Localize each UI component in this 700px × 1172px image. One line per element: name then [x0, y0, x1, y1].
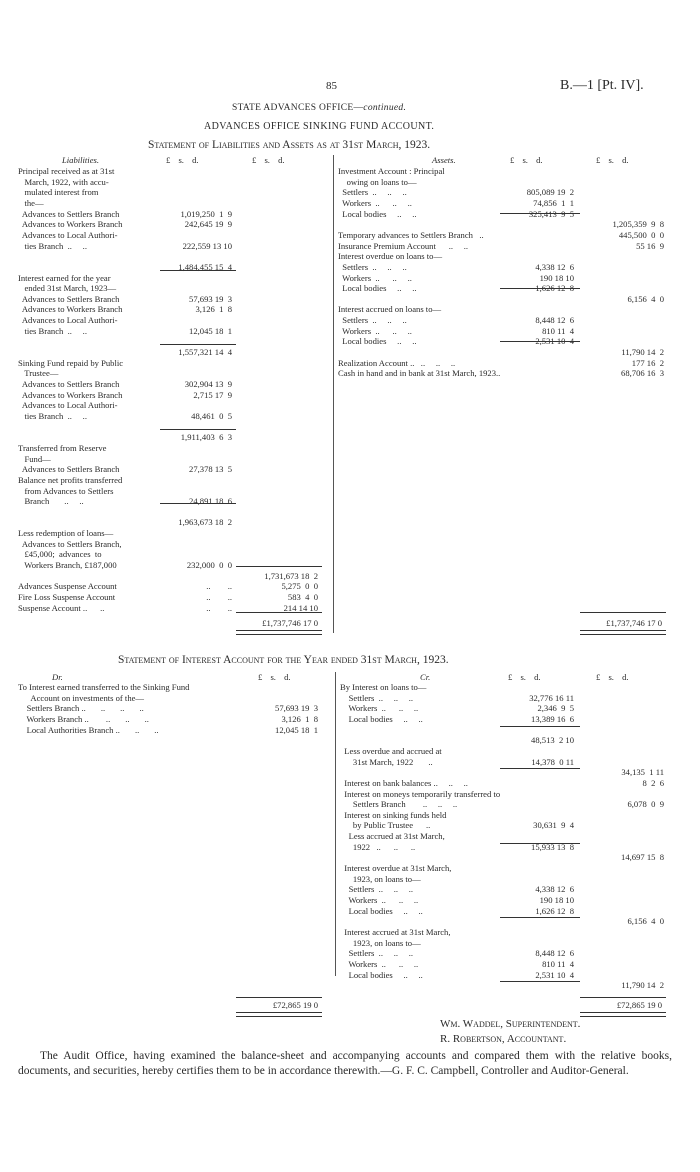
cr-row-text: Settlers .. .. ..	[340, 884, 414, 895]
liability-row-text: the—	[18, 197, 44, 208]
liability-row-amount: 1,019,250 1 9	[180, 208, 232, 219]
cr-row-total: 6,078 0 9	[627, 799, 664, 810]
liability-row-amount: 57,693 19 3	[189, 293, 232, 304]
asset-row-text: Workers .. .. ..	[338, 197, 412, 208]
liability-row-text: Fund—	[18, 453, 51, 464]
cr-row-total: 8 2 6	[642, 777, 664, 788]
asset-col1-heading: £ s. d.	[510, 155, 543, 165]
signature-superintendent: Wm. Waddel, Superintendent.	[440, 1018, 581, 1030]
liab-col1-heading: £ s. d.	[166, 155, 199, 165]
asset-row-text: Workers .. .. ..	[338, 325, 412, 336]
cr-row-text: Local bodies .. ..	[340, 969, 423, 980]
liab-rule	[160, 344, 236, 345]
liability-row-amount: 24,891 18 6	[189, 496, 232, 507]
liability-row-amount: .. ..	[206, 602, 232, 613]
asset-row-text: owing on loans to—	[338, 176, 417, 187]
asset-row-text: Local bodies .. ..	[338, 336, 417, 347]
asset-row-total: 177 16 2	[631, 357, 664, 368]
dr-col-heading: £ s. d.	[258, 672, 291, 682]
asset-row-text: Settlers .. .. ..	[338, 315, 407, 326]
cr-row-amount: 32,776 16 11	[529, 692, 574, 703]
cr-row-total: 34,135 1 11	[621, 767, 664, 778]
liability-row-text: £45,000; advances to	[18, 549, 102, 560]
liability-row-text: Advances to Settlers Branch	[18, 208, 120, 219]
liability-row-total: 583 4 0	[287, 592, 318, 602]
liability-row-amount: 48,461 0 5	[191, 410, 232, 421]
liability-row-amount: 27,378 13 5	[189, 464, 232, 475]
asset-row-amount: 1,626 12 8	[535, 283, 574, 294]
cr-total: £72,865 19 0	[616, 1000, 662, 1010]
liability-row-total: 5,275 0 0	[281, 581, 318, 592]
asset-rule	[500, 341, 580, 342]
cr-rule	[500, 726, 580, 727]
cr-row-amount: 30,631 9 4	[533, 820, 574, 831]
cr-row-amount: 810 11 4	[542, 958, 574, 969]
dr-total-double-rule	[236, 1012, 322, 1017]
interest-statement-title: Statement of Interest Account for the Year ended 31st March, 1923.	[118, 654, 449, 666]
cr-rule	[500, 843, 580, 844]
signature-accountant: R. Robertson, Accountant.	[440, 1033, 567, 1045]
dr-row-amount: 57,693 19 3	[275, 703, 318, 714]
liability-row-amount: 242,645 19 9	[184, 219, 232, 230]
asset-row-text: Workers .. .. ..	[338, 272, 412, 283]
cr-row-text: Interest overdue at 31st March,	[340, 863, 452, 874]
cr-row-text: 31st March, 1922 ..	[340, 756, 433, 767]
asset-row-amount: 8,448 12 6	[535, 315, 574, 326]
office-name: STATE ADVANCES OFFICE—	[232, 103, 364, 113]
asset-row-amount: 4,338 12 6	[535, 261, 574, 272]
liability-row-text: Balance net profits transferred	[18, 474, 123, 485]
cr-row-total: 11,790 14 2	[621, 980, 664, 991]
liability-row-text: Transferred from Reserve	[18, 442, 107, 453]
cr-row-text: Interest on sinking funds held	[340, 809, 447, 820]
assets-total: £1,737,746 17 0	[606, 618, 662, 628]
balance-divider	[333, 155, 334, 633]
liability-row-amount: 232,000 0 0	[186, 560, 232, 571]
asset-row-amount: 74,856 1 1	[533, 197, 574, 208]
liability-row-amount: .. ..	[206, 581, 232, 592]
liability-row-text: Advances to Workers Branch	[18, 219, 123, 230]
page-number: 85	[326, 80, 337, 92]
cr-row-text: 1923, on loans to—	[340, 873, 421, 884]
cr-row-text: Local bodies .. ..	[340, 713, 423, 724]
liability-row-text: Trustee—	[18, 368, 59, 379]
asset-row-amount: 810 11 4	[542, 325, 574, 336]
liab-col2-heading: £ s. d.	[252, 155, 285, 165]
liability-row-text: Advances to Settlers Branch	[18, 293, 120, 304]
asset-row-text: Interest overdue on loans to—	[338, 251, 443, 262]
fund-title: ADVANCES OFFICE SINKING FUND ACCOUNT.	[204, 121, 435, 132]
liability-row-text: Less redemption of loans—	[18, 528, 114, 539]
cr-row-text: 1922 .. .. ..	[340, 841, 416, 852]
liability-row-text: Advances Suspense Account	[18, 581, 117, 592]
liability-row-text: ties Branch .. ..	[18, 410, 87, 421]
dr-row-text: Account on investments of the—	[18, 692, 145, 703]
liability-row-text: Workers Branch, £187,000	[18, 560, 117, 571]
liability-row-text: Advances to Settlers Branch	[18, 379, 120, 389]
dr-total: £72,865 19 0	[272, 1000, 318, 1010]
cr-row-amount: 2,346 9 5	[537, 703, 574, 714]
asset-row-text: Settlers .. .. ..	[338, 187, 407, 198]
asset-row-text: Local bodies .. ..	[338, 208, 417, 219]
asset-rule	[500, 288, 580, 289]
liability-row-amount: 1,963,673 18 2	[178, 517, 232, 528]
cr-row-amount: 190 18 10	[539, 895, 574, 905]
liability-row-text: ties Branch .. ..	[18, 240, 87, 251]
asset-row-amount: 190 18 10	[539, 272, 574, 283]
asset-rule	[500, 213, 580, 214]
cr-row-text: Interest on bank balances .. .. ..	[340, 777, 468, 788]
asset-row-text: Investment Account : Principal	[338, 166, 445, 176]
section-ref: B.—1 [Pt. IV].	[560, 78, 644, 93]
liability-row-amount: 1,484,455 15 4	[178, 261, 232, 272]
liab-total-double-rule	[236, 630, 322, 635]
asset-total-rule	[580, 612, 666, 613]
liab-total-rule	[236, 612, 322, 613]
dr-heading: Dr.	[52, 672, 63, 682]
cr-row-text: Settlers .. .. ..	[340, 692, 414, 703]
liability-row-text: Sinking Fund repaid by Public	[18, 357, 124, 368]
cr-row-text: Settlers Branch .. .. ..	[340, 799, 458, 810]
cr-rule	[500, 981, 580, 982]
cr-row-text: Settlers .. .. ..	[340, 948, 414, 959]
liability-row-text: March, 1922, with accu-	[18, 176, 109, 187]
liab-total: £1,737,746 17 0	[262, 618, 318, 628]
cr-row-text: Workers .. .. ..	[340, 958, 419, 969]
liability-row-amount: 12,045 18 1	[189, 325, 232, 336]
asset-row-amount: 325,413 9 5	[528, 208, 574, 219]
liability-row-text: Suspense Account .. ..	[18, 602, 105, 613]
cr-row-total: 14,697 15 8	[621, 852, 664, 863]
assets-heading: Assets.	[432, 155, 456, 165]
dr-row-text: Settlers Branch .. .. .. ..	[18, 703, 144, 714]
office-heading	[232, 103, 406, 113]
liability-row-amount: 1,557,321 14 4	[178, 347, 232, 358]
asset-row-total: 68,706 16 3	[621, 368, 664, 379]
liab-rule	[160, 503, 236, 504]
liab-rule	[160, 429, 236, 430]
cr-row-text: 1923, on loans to—	[340, 937, 421, 948]
liability-row-text: Fire Loss Suspense Account	[18, 592, 116, 602]
cr-row-text: Interest on moneys temporarily transferred to	[340, 788, 501, 799]
cr-row-amount: 1,626 12 8	[535, 905, 574, 916]
liabilities-heading: Liabilities.	[62, 155, 100, 165]
liability-row-text: Advances to Settlers Branch,	[18, 538, 122, 549]
asset-row-text: Realization Account .. .. .. ..	[338, 357, 456, 368]
cr-heading: Cr.	[420, 672, 431, 682]
cr-row-text: Less overdue and accrued at	[340, 745, 442, 756]
statement-title: Statement of Liabilities and Assets as at 31st March, 1923.	[148, 139, 431, 151]
liability-row-text: Interest earned for the year	[18, 272, 111, 283]
liab-rule	[160, 270, 236, 271]
asset-row-text: Local bodies .. ..	[338, 283, 417, 294]
asset-row-total: 445,500 0 0	[618, 229, 664, 240]
audit-certificate: The Audit Office, having examined the balance-sheet and accompanying accounts and compared them with the relative books, documents, and securities, hereby certifies them to be in accordance therewith.—G. F. C. Campbell, Controller and Auditor-General.	[18, 1050, 672, 1077]
asset-total-double-rule	[580, 630, 666, 635]
asset-row-text: Temporary advances to Settlers Branch ..	[338, 229, 484, 240]
liability-row-text: mulated interest from	[18, 187, 99, 198]
asset-row-total: 11,790 14 2	[621, 347, 664, 358]
liability-row-text: from Advances to Settlers	[18, 485, 114, 496]
liability-row-text: Advances to Local Authori-	[18, 400, 118, 411]
liability-row-text: Principal received as at 31st	[18, 166, 115, 176]
asset-row-text: Settlers .. .. ..	[338, 261, 407, 272]
liability-row-text: Branch .. ..	[18, 496, 84, 507]
liability-row-text: Advances to Local Authori-	[18, 229, 118, 240]
asset-row-total: 55 16 9	[636, 240, 664, 251]
office-cont: continued.	[363, 103, 407, 113]
cr-row-amount: 2,531 10 4	[535, 969, 574, 980]
asset-row-total: 6,156 4 0	[627, 293, 664, 304]
dr-row-amount: 12,045 18 1	[275, 724, 318, 735]
dr-total-rule	[236, 997, 322, 998]
cr-row-amount: 14,378 0 11	[531, 756, 574, 767]
liability-row-text: ended 31st March, 1923—	[18, 283, 117, 294]
liability-row-text: Advances to Settlers Branch	[18, 464, 120, 475]
cr-row-amount: 48,513 2 10	[531, 735, 574, 746]
cr-row-text: Less accrued at 31st March,	[340, 831, 445, 842]
cr-row-text: Workers .. .. ..	[340, 895, 419, 905]
asset-row-text: Cash in hand and in bank at 31st March, 1923..	[338, 368, 501, 379]
liability-row-text: Advances to Workers Branch	[18, 304, 123, 315]
asset-row-total: 1,205,359 9 8	[612, 219, 664, 230]
liability-row-text: Advances to Workers Branch	[18, 389, 123, 400]
liability-row-total: 1,731,673 18 2	[264, 570, 318, 581]
liability-row-amount: 3,126 1 8	[195, 304, 232, 315]
cr-row-amount: 13,389 16 6	[531, 713, 574, 724]
liability-row-amount: 1,911,403 6 3	[180, 432, 232, 443]
asset-row-amount: 805,089 19 2	[526, 187, 574, 198]
dr-row-text: Local Authorities Branch .. .. ..	[18, 724, 159, 735]
liability-row-text: ties Branch .. ..	[18, 325, 87, 336]
liability-row-amount: 302,904 13 9	[184, 379, 232, 389]
interest-divider	[335, 672, 336, 976]
cr-row-text: Local bodies .. ..	[340, 905, 423, 916]
liability-row-text: Advances to Local Authori-	[18, 315, 118, 326]
liability-row-amount: .. ..	[206, 592, 232, 602]
cr-row-amount: 8,448 12 6	[535, 948, 574, 959]
dr-row-text: To Interest earned transferred to the Sinking Fund	[18, 682, 190, 692]
cr-row-amount: 4,338 12 6	[535, 884, 574, 895]
cr-rule	[500, 917, 580, 918]
cr-row-text: by Public Trustee ..	[340, 820, 431, 831]
liability-row-total: 214 14 10	[283, 602, 318, 613]
cr-rule	[500, 768, 580, 769]
cr-row-amount: 15,933 13 8	[531, 841, 574, 852]
cr-total-rule	[580, 997, 666, 998]
asset-row-amount: 2,531 10 4	[535, 336, 574, 347]
dr-row-text: Workers Branch .. .. .. ..	[18, 713, 149, 724]
liab-rule	[236, 566, 322, 567]
cr-col1-heading: £ s. d.	[508, 672, 541, 682]
dr-row-amount: 3,126 1 8	[281, 713, 318, 724]
liability-row-amount: 2,715 17 9	[193, 389, 232, 400]
asset-col2-heading: £ s. d.	[596, 155, 629, 165]
cr-total-double-rule	[580, 1012, 666, 1017]
asset-row-text: Insurance Premium Account .. ..	[338, 240, 469, 251]
liability-row-amount: 222,559 13 10	[182, 240, 232, 251]
cr-row-text: Interest accrued at 31st March,	[340, 926, 451, 937]
cr-col2-heading: £ s. d.	[596, 672, 629, 682]
cr-row-text: By Interest on loans to—	[340, 682, 427, 692]
asset-row-text: Interest accrued on loans to—	[338, 304, 442, 315]
cr-row-text: Workers .. .. ..	[340, 703, 419, 714]
cr-row-total: 6,156 4 0	[627, 916, 664, 927]
